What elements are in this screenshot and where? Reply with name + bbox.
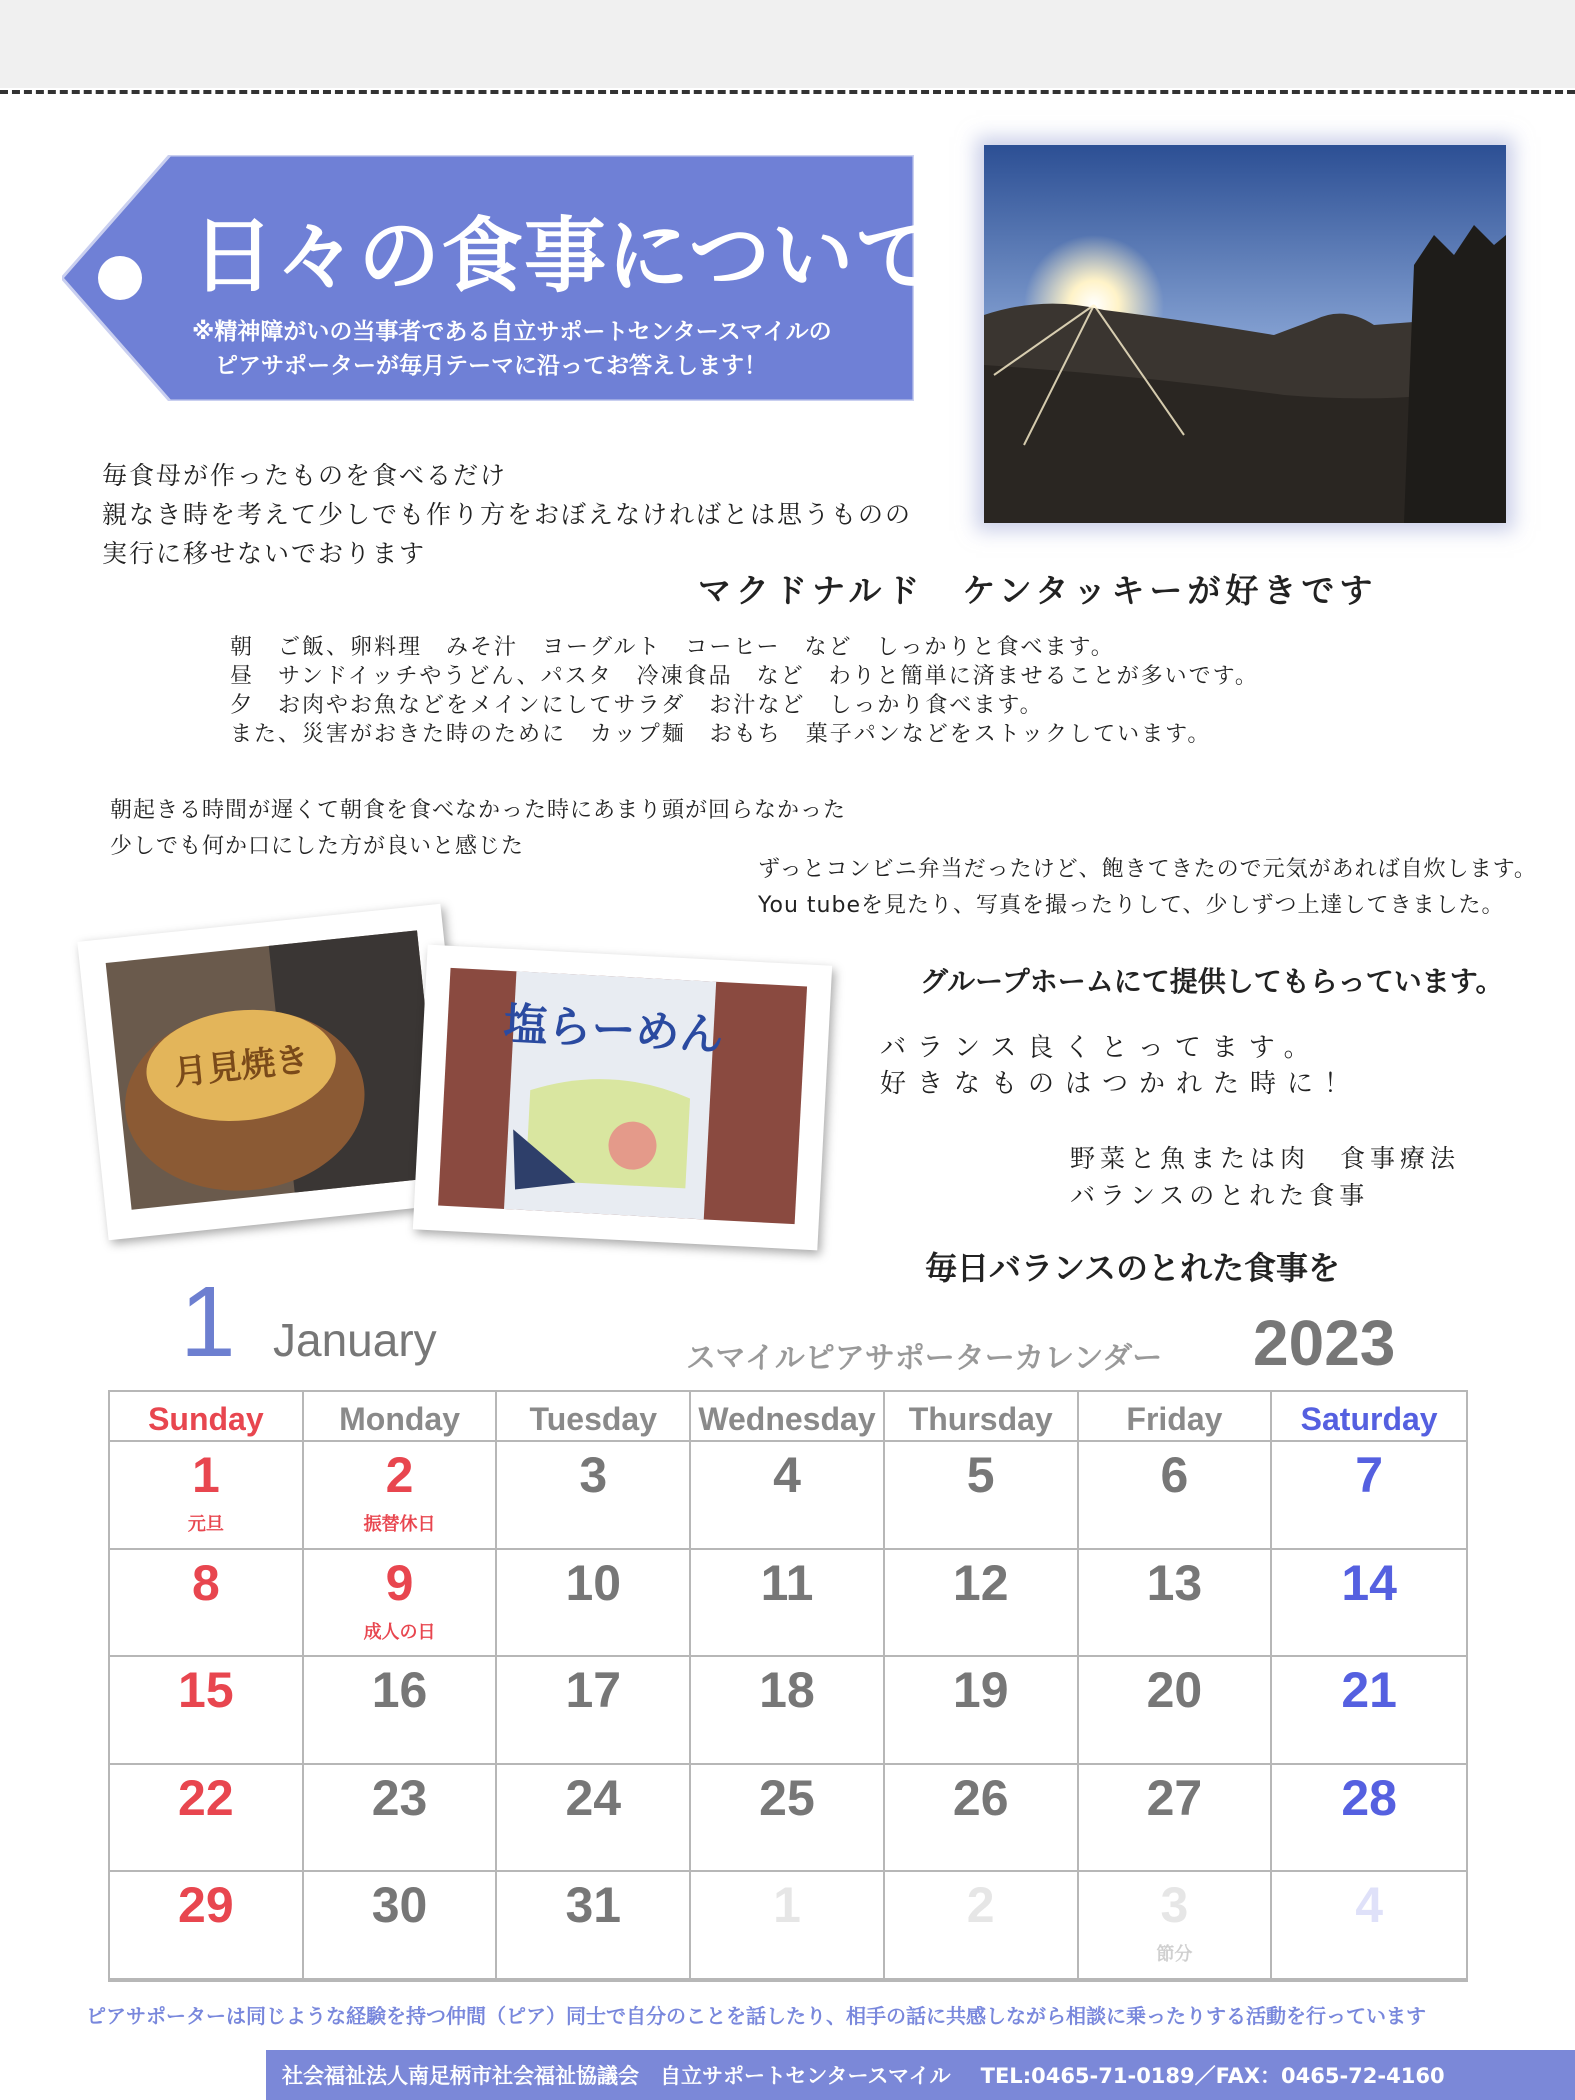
answer-line: 朝起きる時間が遅くて朝食を食べなかった時にあまり頭が回らなかった bbox=[110, 798, 847, 823]
day-number: 17 bbox=[565, 1662, 622, 1719]
day-cell bbox=[497, 1872, 691, 1980]
day-number: 8 bbox=[191, 1554, 220, 1611]
day-cell bbox=[497, 1550, 691, 1658]
answer-2: マクドナルド ケンタッキーが好きです bbox=[698, 571, 1378, 610]
day-cell bbox=[885, 1550, 1079, 1658]
day-number: 21 bbox=[1341, 1662, 1397, 1719]
day-number: 7 bbox=[1355, 1447, 1384, 1503]
day-number: 19 bbox=[952, 1662, 1009, 1719]
day-number: 27 bbox=[1146, 1769, 1203, 1826]
answer-3 bbox=[230, 633, 1259, 749]
footer-bar bbox=[266, 2050, 1575, 2100]
answer-line: バランス良くとってます。 bbox=[880, 1033, 1321, 1063]
day-number: 28 bbox=[1341, 1769, 1397, 1826]
weekday-header: Monday bbox=[304, 1392, 498, 1442]
day-number: 1 bbox=[773, 1877, 801, 1934]
answer-line: また、災害がおきた時のために カップ麺 おもち 菓子パンなどをストックしています。 bbox=[230, 722, 1212, 747]
day-cell bbox=[1272, 1550, 1466, 1658]
answer-line: 朝 ご飯、卵料理 みそ汁 ヨーグルト コーヒー など しっかりと食べます。 bbox=[230, 635, 1115, 660]
day-cell bbox=[497, 1442, 691, 1550]
answer-line: 昼 サンドイッチやうどん、パスタ 冷凍食品 など わりと簡単に済ませることが多いです。 bbox=[230, 664, 1259, 689]
day-number: 3 bbox=[1160, 1877, 1189, 1934]
answer-6: グループホームにて提供してもらっています。 bbox=[920, 965, 1504, 998]
day-cell bbox=[1079, 1442, 1273, 1550]
day-cell bbox=[691, 1550, 885, 1658]
answer-5 bbox=[758, 852, 1537, 924]
day-cell bbox=[304, 1872, 498, 1980]
day-number: 4 bbox=[1355, 1877, 1384, 1934]
tag-note bbox=[192, 315, 832, 383]
answer-line: 好きなものはつかれた時に！ bbox=[880, 1069, 1362, 1099]
day-cell bbox=[110, 1765, 304, 1873]
day-cell bbox=[110, 1442, 304, 1550]
day-cell bbox=[1272, 1657, 1466, 1765]
day-cell bbox=[885, 1657, 1079, 1765]
day-number: 4 bbox=[773, 1447, 801, 1503]
day-cell bbox=[1079, 1657, 1273, 1765]
tag-note-line: ピアサポーターが毎月テーマに沿ってお答えします！ bbox=[215, 353, 767, 379]
holiday-label: 成人の日 bbox=[363, 1621, 436, 1643]
day-number: 9 bbox=[385, 1554, 414, 1611]
answer-line: You tubeを見たり、写真を撮ったりして、少しずつ上達してきました。 bbox=[758, 893, 1505, 918]
footer-note: ピアサポーターは同じような経験を持つ仲間（ピア）同士で自分のことを話したり、相手の話に共感しながら相談に乗ったりする活動を行っています bbox=[86, 2004, 1426, 2028]
dashed-divider bbox=[0, 90, 1575, 94]
answer-4 bbox=[110, 793, 846, 865]
holiday-label: 元旦 bbox=[187, 1514, 224, 1535]
day-cell bbox=[1079, 1872, 1273, 1980]
answer-line: 野菜と魚または肉 食事療法 bbox=[1070, 1144, 1461, 1173]
day-number: 22 bbox=[178, 1769, 234, 1826]
calendar-month-name: January bbox=[273, 1314, 437, 1366]
food-photo-ramen bbox=[413, 945, 832, 1251]
day-number: 26 bbox=[952, 1769, 1009, 1826]
day-number: 20 bbox=[1146, 1662, 1203, 1719]
weekday-header: Sunday bbox=[110, 1392, 304, 1442]
day-cell bbox=[691, 1872, 885, 1980]
day-number: 2 bbox=[385, 1447, 414, 1503]
holiday-label: 振替休日 bbox=[363, 1514, 436, 1535]
day-number: 18 bbox=[759, 1662, 815, 1719]
answer-line: 親なき時を考えて少しでも作り方をおぼえなければとは思うものの bbox=[102, 500, 913, 529]
day-number: 2 bbox=[966, 1877, 995, 1934]
calendar-grid bbox=[108, 1390, 1468, 1982]
top-band bbox=[0, 0, 1575, 88]
day-cell bbox=[885, 1765, 1079, 1873]
day-cell bbox=[885, 1442, 1079, 1550]
day-cell bbox=[110, 1872, 304, 1980]
day-cell bbox=[497, 1765, 691, 1873]
day-number: 3 bbox=[579, 1447, 608, 1503]
day-number: 14 bbox=[1341, 1554, 1397, 1611]
day-cell bbox=[1079, 1550, 1273, 1658]
weekday-header: Tuesday bbox=[497, 1392, 691, 1442]
day-cell bbox=[1272, 1872, 1466, 1980]
weekday-header: Wednesday bbox=[691, 1392, 885, 1442]
calendar-title: スマイルピアサポーターカレンダー bbox=[686, 1341, 1163, 1376]
day-cell bbox=[1272, 1442, 1466, 1550]
day-number: 23 bbox=[371, 1769, 428, 1826]
day-number: 1 bbox=[191, 1447, 220, 1503]
tag-hole-icon bbox=[98, 256, 142, 300]
day-number: 10 bbox=[565, 1554, 622, 1611]
photo-caption: 塩らーめん bbox=[502, 998, 725, 1062]
day-cell bbox=[110, 1657, 304, 1765]
day-number: 31 bbox=[565, 1877, 622, 1934]
answer-line: 夕 お肉やお魚などをメインにしてサラダ お汁など しっかり食べます。 bbox=[230, 693, 1044, 718]
weekday-header: Thursday bbox=[885, 1392, 1079, 1442]
calendar-year: 2023 bbox=[1253, 1307, 1396, 1379]
day-cell bbox=[691, 1657, 885, 1765]
answer-1 bbox=[102, 456, 912, 573]
day-cell bbox=[1272, 1765, 1466, 1873]
day-number: 12 bbox=[952, 1554, 1009, 1611]
answer-line: 毎食母が作ったものを食べるだけ bbox=[102, 461, 508, 490]
title-tag bbox=[62, 155, 938, 401]
footer-contact: TEL:0465-71-0189／FAX：0465-72-4160 bbox=[980, 2064, 1445, 2088]
day-number: 6 bbox=[1160, 1447, 1189, 1503]
day-number: 11 bbox=[760, 1554, 814, 1611]
day-cell bbox=[304, 1765, 498, 1873]
day-cell bbox=[885, 1872, 1079, 1980]
day-cell bbox=[304, 1442, 498, 1550]
day-number: 24 bbox=[565, 1769, 622, 1826]
footer-org: 社会福祉法人南足柄市社会福祉協議会 自立サポートセンタースマイル bbox=[282, 2064, 951, 2088]
answer-line: 少しでも何か口にした方が良いと感じた bbox=[110, 834, 525, 859]
answer-8 bbox=[1070, 1140, 1460, 1214]
day-cell bbox=[1079, 1765, 1273, 1873]
food-photo-tsukimi bbox=[77, 904, 471, 1241]
answer-9: 毎日バランスのとれた食事を bbox=[925, 1249, 1341, 1287]
photo-caption: 月見焼き bbox=[171, 1039, 311, 1094]
answer-line: バランスのとれた食事 bbox=[1070, 1181, 1370, 1210]
day-cell bbox=[110, 1550, 304, 1658]
page-title: 日々の食事について bbox=[192, 209, 938, 304]
day-number: 5 bbox=[966, 1447, 995, 1503]
tag-note-line: ※精神障がいの当事者である自立サポートセンタースマイルの bbox=[192, 319, 832, 345]
day-cell bbox=[691, 1442, 885, 1550]
day-number: 15 bbox=[178, 1662, 234, 1719]
sunset-photo bbox=[984, 145, 1506, 523]
day-number: 29 bbox=[178, 1877, 234, 1934]
answer-line: ずっとコンビニ弁当だったけど、飽きてきたので元気があれば自炊します。 bbox=[758, 857, 1537, 882]
answer-7 bbox=[880, 1030, 1361, 1102]
day-cell bbox=[691, 1765, 885, 1873]
day-cell bbox=[304, 1550, 498, 1658]
day-number: 25 bbox=[759, 1769, 815, 1826]
day-cell bbox=[304, 1657, 498, 1765]
answer-line: 実行に移せないでおります bbox=[102, 539, 427, 568]
day-cell bbox=[497, 1657, 691, 1765]
day-number: 16 bbox=[371, 1662, 428, 1719]
holiday-label: 節分 bbox=[1156, 1944, 1193, 1966]
weekday-header: Friday bbox=[1079, 1392, 1273, 1442]
calendar-month-number: 1 bbox=[180, 1266, 236, 1378]
day-number: 13 bbox=[1146, 1554, 1203, 1611]
day-number: 30 bbox=[371, 1877, 428, 1934]
weekday-header: Saturday bbox=[1272, 1392, 1466, 1442]
